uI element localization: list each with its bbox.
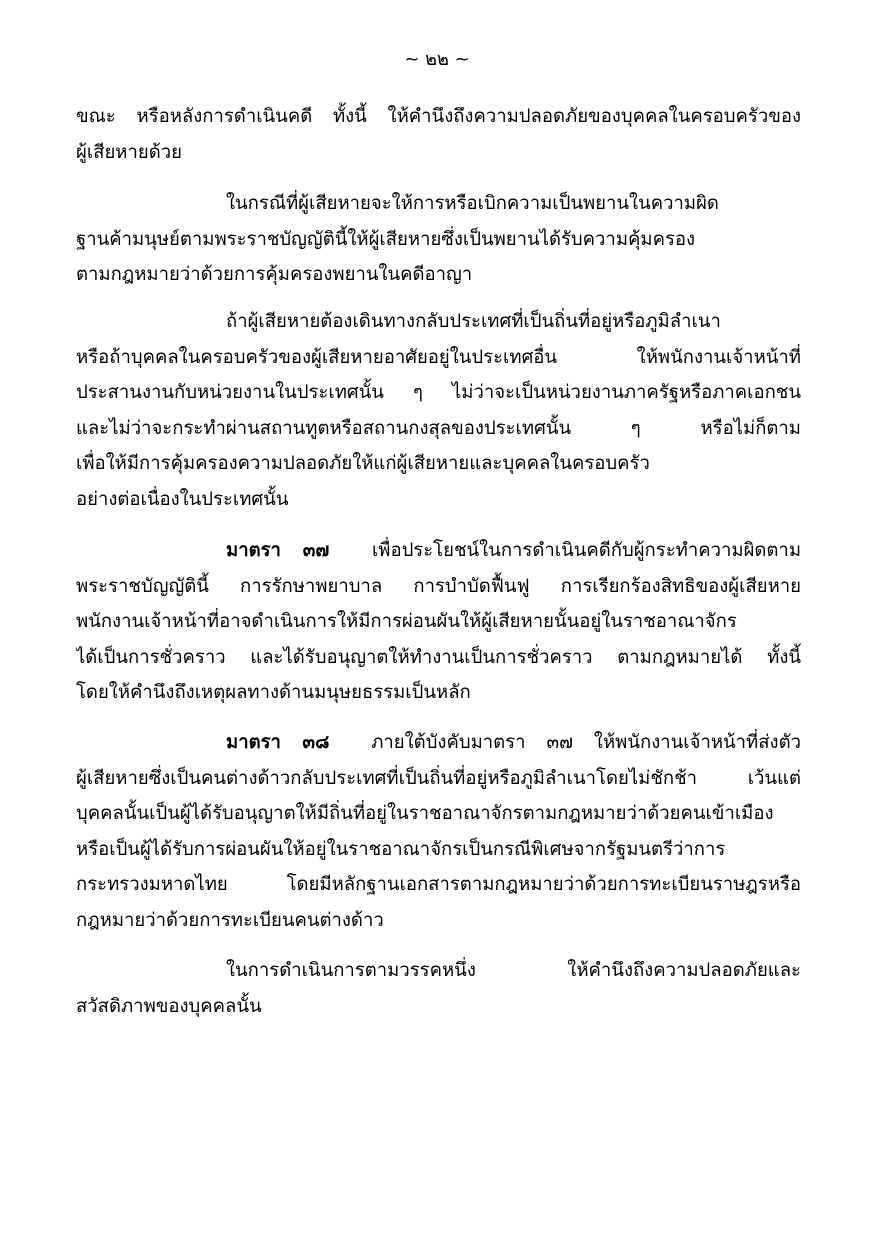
paragraph bbox=[76, 304, 801, 517]
text-line: บุคคลนั้นเป็นผู้ได้รับอนุญาตให้มีถิ่นที่อยู่ในราชอาณาจักรตามกฎหมายว่าด้วยคนเข้าเมือง bbox=[76, 803, 774, 824]
text-line: พนักงานเจ้าหน้าที่อาจดำเนินการให้มีการผ่อนผันให้ผู้เสียหายนั้นอยู่ในราชอาณาจักร bbox=[76, 611, 737, 632]
page-number: ~ ๒๒ ~ bbox=[404, 49, 470, 70]
text-line: เพื่อให้มีการคุ้มครองความปลอดภัยให้แก่ผู้เสียหายและบุคคลในครอบครัว bbox=[76, 453, 650, 474]
text-line bbox=[76, 533, 801, 569]
text-line: สวัสดิภาพของบุคคลนั้น bbox=[76, 995, 262, 1017]
paragraph bbox=[76, 953, 801, 1024]
text-line: กฎหมายว่าด้วยการทะเบียนคนต่างด้าว bbox=[76, 909, 384, 931]
text-line: ผู้เสียหายซึ่งเป็นคนต่างด้าวกลับประเทศที่เป็นถิ่นที่อยู่หรือภูมิลำเนาโดยไม่ชักช้า เว้นแต่ bbox=[76, 767, 801, 789]
paragraph bbox=[76, 186, 801, 293]
text-line: และไม่ว่าจะกระทำผ่านสถานทูตหรือสถานกงสุลของประเทศนั้น ๆ หรือไม่ก็ตาม bbox=[76, 417, 801, 439]
text-line: ฐานค้ามนุษย์ตามพระราชบัญญัตินี้ให้ผู้เสียหายซึ่งเป็นพยานได้รับความคุ้มครอง bbox=[76, 228, 696, 250]
text-line: ผู้เสียหายด้วย bbox=[76, 141, 182, 163]
paragraph bbox=[76, 99, 801, 170]
section-38 bbox=[76, 725, 801, 938]
text-line: กระทรวงมหาดไทย โดยมีหลักฐานเอกสารตามกฎหมายว่าด้วยการทะเบียนราษฎรหรือ bbox=[76, 874, 801, 895]
section-text: ภายใต้บังคับมาตรา ๓๗ ให้พนักงานเจ้าหน้าที่ส่งตัว bbox=[371, 732, 801, 753]
section-label: มาตรา ๓๗ bbox=[226, 540, 330, 561]
section-37 bbox=[76, 533, 801, 711]
text-line: โดยให้คำนึงถึงเหตุผลทางด้านมนุษยธรรมเป็นหลัก bbox=[76, 682, 471, 703]
text-line: หรือถ้าบุคคลในครอบครัวของผู้เสียหายอาศัยอยู่ในประเทศอื่น ให้พนักงานเจ้าหน้าที่ bbox=[76, 346, 801, 368]
text-line: พระราชบัญญัตินี้ การรักษาพยาบาล การบำบัดฟื้นฟู การเรียกร้องสิทธิของผู้เสียหาย bbox=[76, 575, 801, 597]
text-line: อย่างต่อเนื่องในประเทศนั้น bbox=[76, 488, 289, 510]
text-line: ถ้าผู้เสียหายต้องเดินทางกลับประเทศที่เป็นถิ่นที่อยู่หรือภูมิลำเนา bbox=[226, 311, 721, 332]
section-label: มาตรา ๓๘ bbox=[226, 732, 330, 753]
text-line: ตามกฎหมายว่าด้วยการคุ้มครองพยานในคดีอาญา bbox=[76, 264, 473, 285]
text-line: หรือเป็นผู้ได้รับการผ่อนผันให้อยู่ในราชอาณาจักรเป็นกรณีพิเศษจากรัฐมนตรีว่าการ bbox=[76, 838, 726, 860]
text-line: ได้เป็นการชั่วคราว และได้รับอนุญาตให้ทำงานเป็นการชั่วคราว ตามกฎหมายได้ ทั้งนี้ bbox=[76, 646, 801, 668]
text-line bbox=[76, 725, 801, 761]
text-line: ในการดำเนินการตามวรรคหนึ่ง ให้คำนึงถึงความปลอดภัยและ bbox=[226, 960, 801, 981]
text-line: ประสานงานกับหน่วยงานในประเทศนั้น ๆ ไม่ว่าจะเป็นหน่วยงานภาครัฐหรือภาคเอกชน bbox=[76, 382, 801, 403]
text-line: ในกรณีที่ผู้เสียหายจะให้การหรือเบิกความเป็นพยานในความผิด bbox=[226, 193, 719, 214]
text-line: ขณะ หรือหลังการดำเนินคดี ทั้งนี้ ให้คำนึงถึงความปลอดภัยของบุคคลในครอบครัวของ bbox=[76, 106, 801, 127]
section-text: เพื่อประโยชน์ในการดำเนินคดีกับผู้กระทำความผิดตาม bbox=[371, 540, 801, 561]
